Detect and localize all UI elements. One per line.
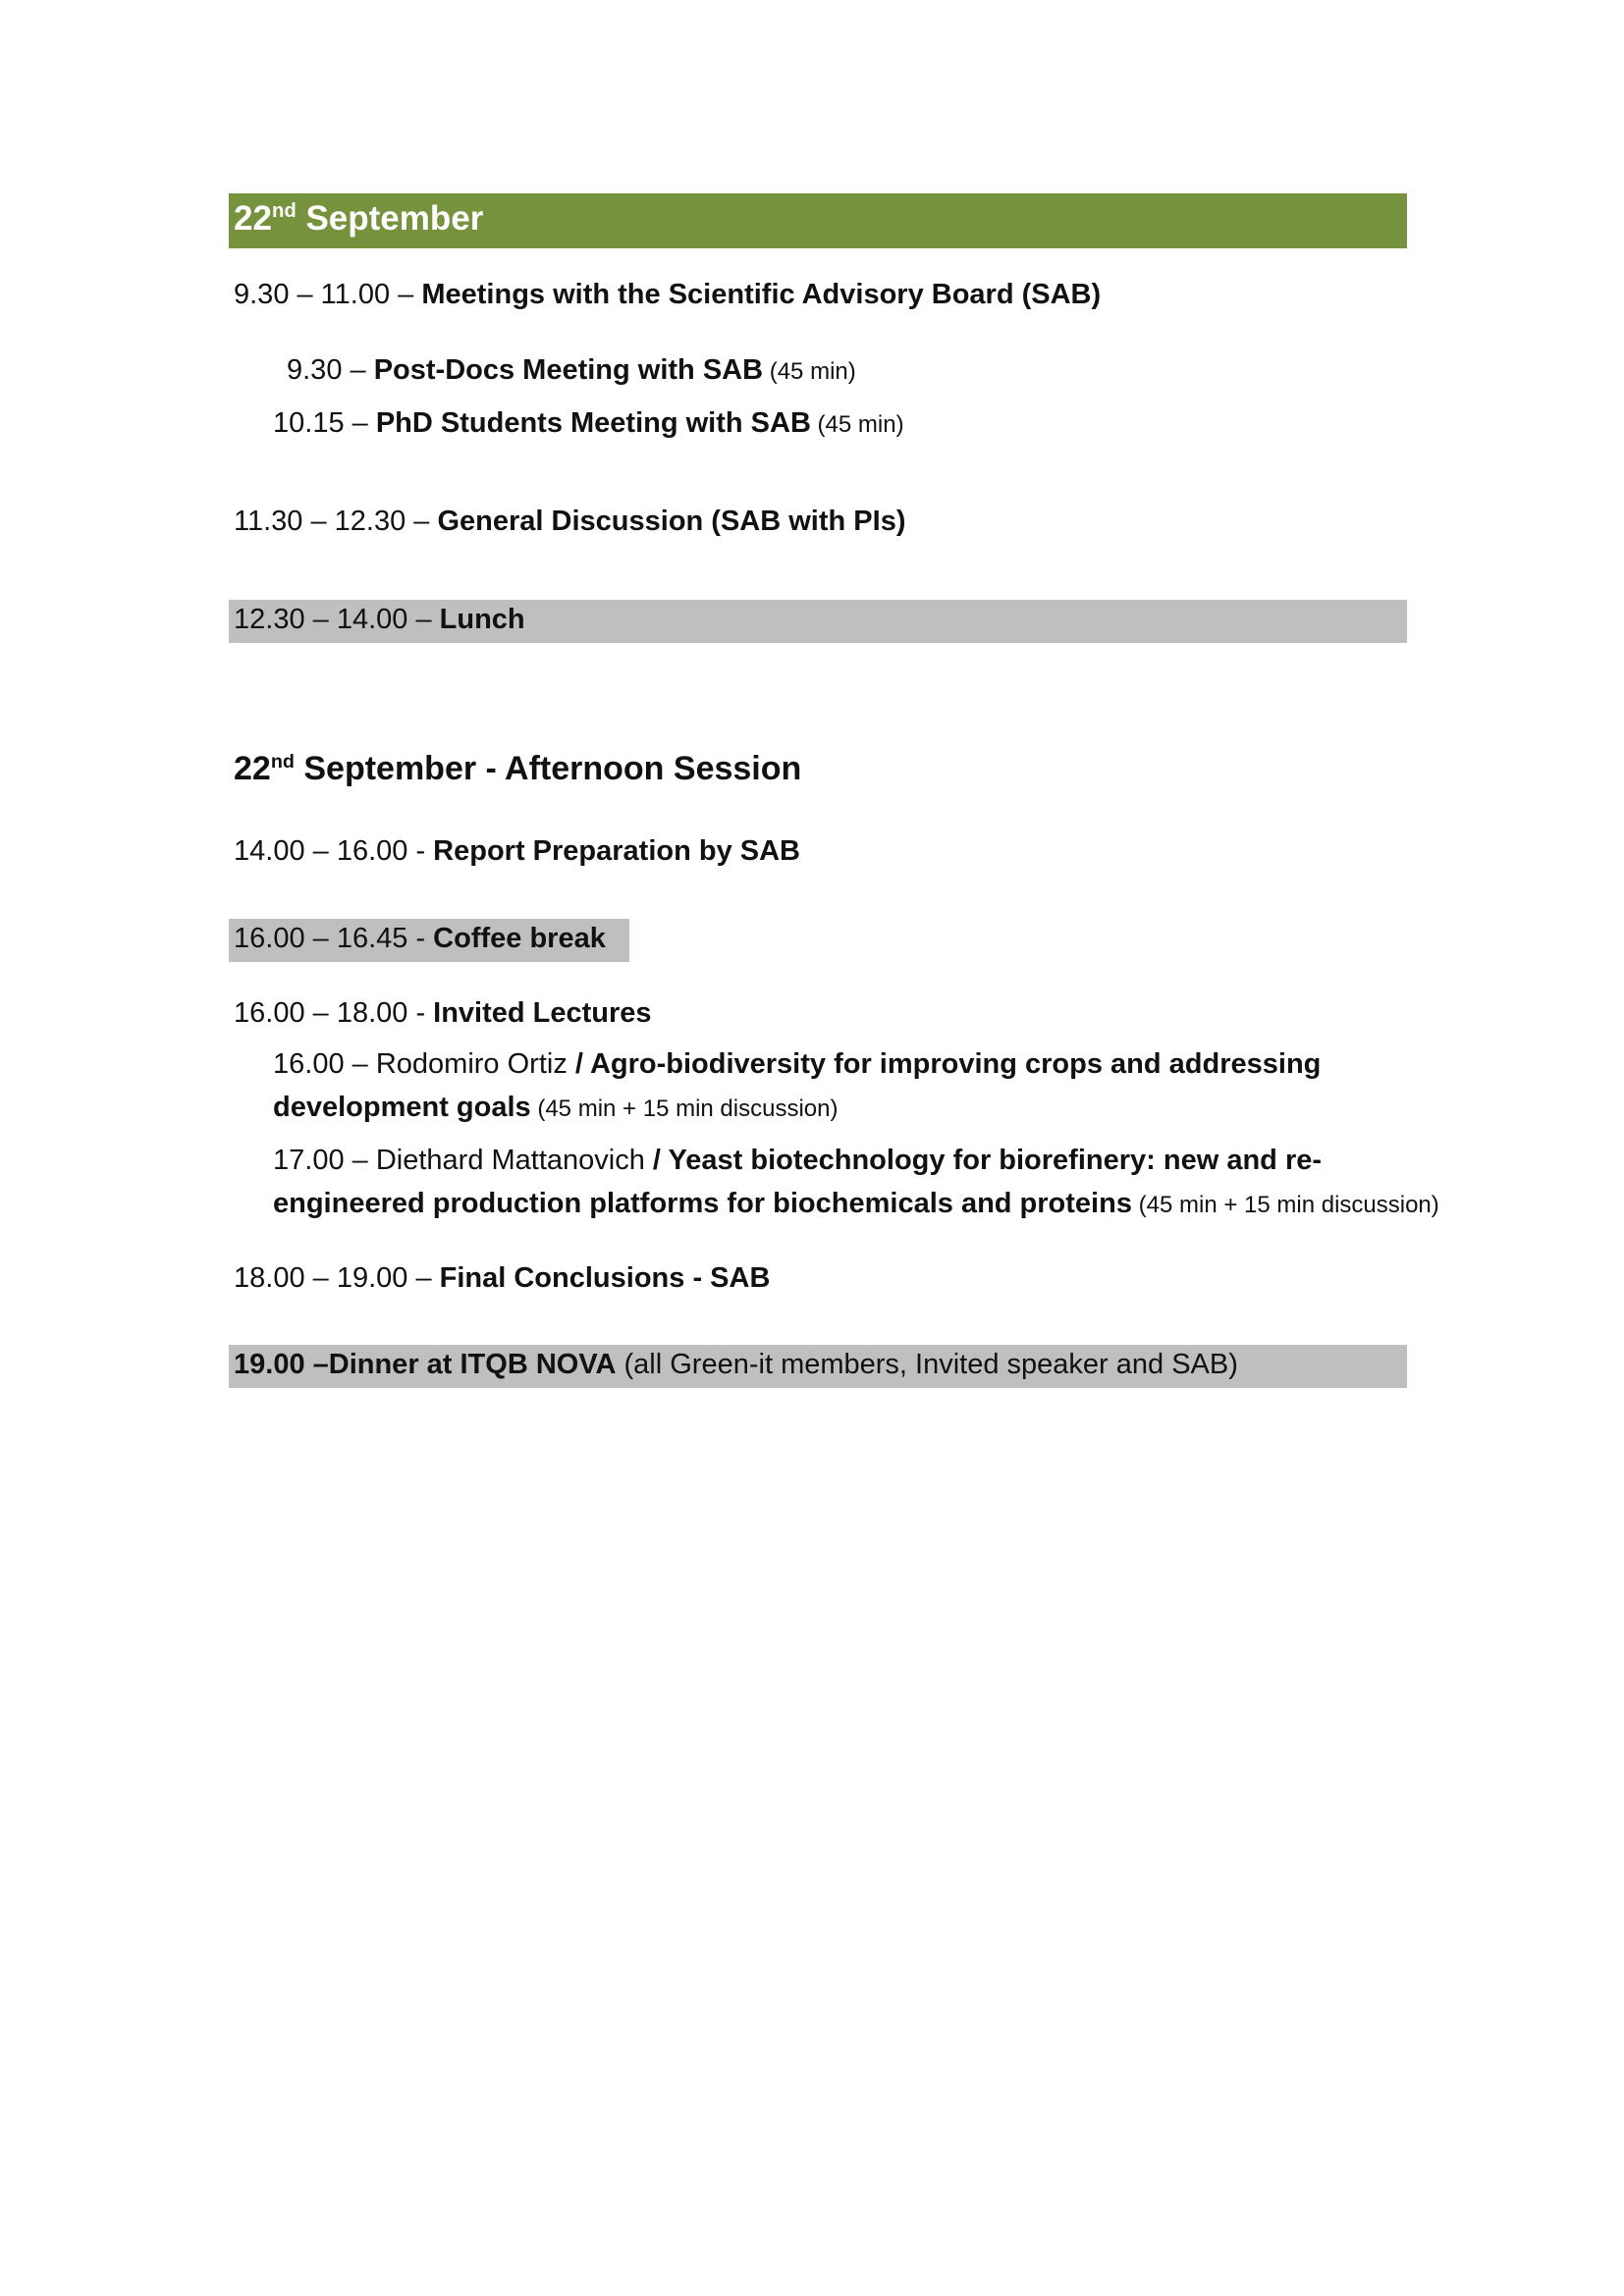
morning-heading: 22nd September xyxy=(234,199,484,238)
schedule-item-lectures: 16.00 – 18.00 - Invited Lectures xyxy=(234,997,652,1029)
schedule-item-lunch: 12.30 – 14.00 – Lunch xyxy=(234,604,525,635)
schedule-item-report: 14.00 – 16.00 - Report Preparation by SAB xyxy=(234,835,800,867)
schedule-item-postdocs: 9.30 – Post-Docs Meeting with SAB (45 min) xyxy=(287,354,856,386)
schedule-item-sab-meetings: 9.30 – 11.00 – Meetings with the Scientific Advisory Board (SAB) xyxy=(234,279,1102,310)
afternoon-heading: 22nd September - Afternoon Session xyxy=(234,750,802,787)
lecture-2-line-2: engineered production platforms for biochemicals and proteins (45 min + 15 min discussion) xyxy=(273,1188,1439,1219)
lecture-1-line-2: development goals (45 min + 15 min discussion) xyxy=(273,1092,839,1123)
lecture-1-line-1: 16.00 – Rodomiro Ortiz / Agro-biodiversity for improving crops and addressing xyxy=(273,1048,1322,1080)
schedule-item-conclusions: 18.00 – 19.00 – Final Conclusions - SAB xyxy=(234,1262,771,1294)
schedule-item-general-discussion: 11.30 – 12.30 – General Discussion (SAB with PIs) xyxy=(234,506,906,537)
schedule-item-phd: 10.15 – PhD Students Meeting with SAB (45 min) xyxy=(273,407,904,439)
schedule-item-dinner: 19.00 –Dinner at ITQB NOVA (all Green-it members, Invited speaker and SAB) xyxy=(234,1349,1238,1380)
schedule-item-coffee: 16.00 – 16.45 - Coffee break xyxy=(234,923,606,954)
lecture-2-line-1: 17.00 – Diethard Mattanovich / Yeast biotechnology for biorefinery: new and re- xyxy=(273,1145,1323,1176)
